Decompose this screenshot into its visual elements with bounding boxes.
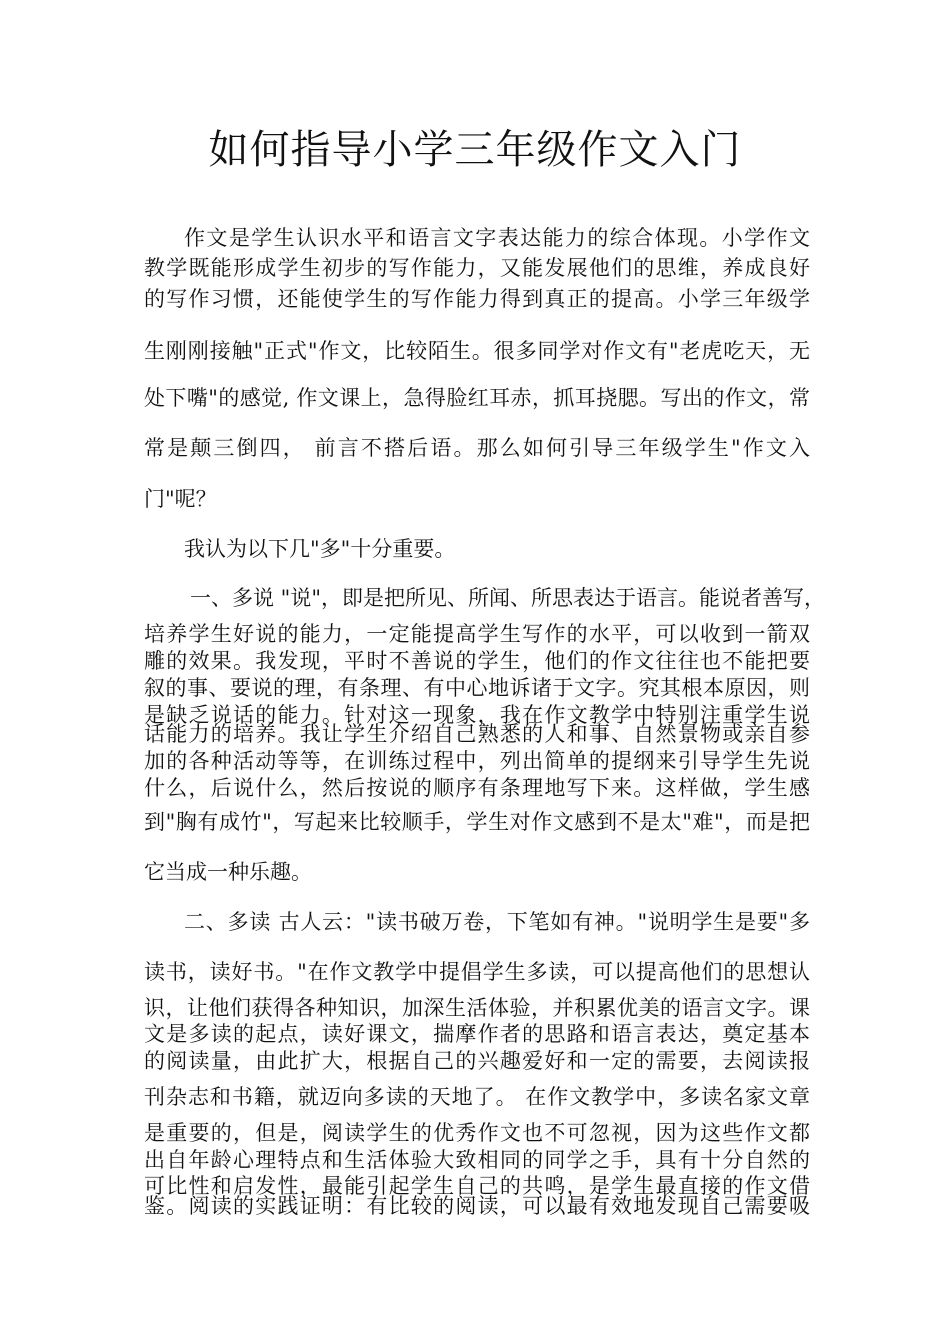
paragraph-line: 文是多读的起点，读好课文，揣摩作者的思路和语言表达，奠定基本 xyxy=(144,1022,810,1046)
paragraph-line: 培养学生好说的能力，一定能提高学生写作的水平，可以收到一箭双 xyxy=(144,622,810,646)
paragraph-line: 到"胸有成竹"，写起来比较顺手，学生对作文感到不是太"难"，而是把 xyxy=(144,810,810,834)
paragraph-line: 门"呢？ xyxy=(144,487,217,511)
paragraph-line: 二、多读 古人云："读书破万卷，下笔如有神。"说明学生是要"多 xyxy=(184,910,810,934)
paragraph-line: 教学既能形成学生初步的写作能力，又能发展他们的思维，养成良好 xyxy=(144,256,810,280)
paragraph-line: 读书，读好书。"在作文教学中提倡学生多读，可以提高他们的思想认 xyxy=(144,960,810,984)
paragraph-line: 话能力的培养。我让学生介绍自己熟悉的人和事、自然景物或亲自参 xyxy=(144,722,810,746)
paragraph-line: 生刚刚接触"正式"作文，比较陌生。很多同学对作文有"老虎吃天，无 xyxy=(144,339,810,363)
paragraph-line: 一、多说 "说"，即是把所见、所闻、所思表达于语言。能说者善写， xyxy=(190,586,825,610)
paragraph-line: 可比性和启发性，最能引起学生自己的共鸣，是学生最直接的作文借 xyxy=(144,1174,810,1198)
paragraph-line: 识，让他们获得各种知识，加深生活体验，并积累优美的语言文字。课 xyxy=(144,996,810,1020)
paragraph-line: 处下嘴"的感觉, 作文课上，急得脸红耳赤，抓耳挠腮。写出的作文，常 xyxy=(144,386,810,410)
paragraph-line: 雕的效果。我发现，平时不善说的学生，他们的作文往往也不能把要 xyxy=(144,649,810,673)
paragraph-line: 刊杂志和书籍，就迈向多读的天地了。 在作文教学中，多读名家文章 xyxy=(144,1085,810,1109)
paragraph-line: 它当成一种乐趣。 xyxy=(144,860,312,884)
paragraph-line: 出自年龄心理特点和生活体验大致相同的同学之手，具有十分自然的 xyxy=(144,1148,810,1172)
paragraph-line: 的阅读量，由此扩大，根据自己的兴趣爱好和一定的需要，去阅读报 xyxy=(144,1049,810,1073)
paragraph-line: 是重要的，但是，阅读学生的优秀作文也不可忽视，因为这些作文都 xyxy=(144,1121,810,1145)
paragraph-line: 的写作习惯，还能使学生的写作能力得到真正的提高。小学三年级学 xyxy=(144,287,810,311)
paragraph-line: 常是颠三倒四， 前言不搭后语。那么如何引导三年级学生"作文入 xyxy=(144,436,810,460)
paragraph-line: 是缺乏说话的能力。针对这一现象，我在作文教学中特别注重学生说 xyxy=(144,703,810,727)
paragraph-line: 加的各种活动等等，在训练过程中，列出简单的提纲来引导学生先说 xyxy=(144,749,810,773)
document-title: 如何指导小学三年级作文入门 xyxy=(208,127,742,173)
paragraph-line: 作文是学生认识水平和语言文字表达能力的综合体现。小学作文 xyxy=(184,226,810,250)
paragraph-line: 我认为以下几"多"十分重要。 xyxy=(184,537,456,561)
paragraph-line: 鉴。阅读的实践证明：有比较的阅读，可以最有效地发现自己需要吸 xyxy=(144,1194,810,1218)
paragraph-line: 什么，后说什么，然后按说的顺序有条理地写下来。这样做，学生感 xyxy=(144,776,810,800)
paragraph-line: 叙的事、要说的理，有条理、有中心地诉诸于文字。究其根本原因，则 xyxy=(144,676,810,700)
